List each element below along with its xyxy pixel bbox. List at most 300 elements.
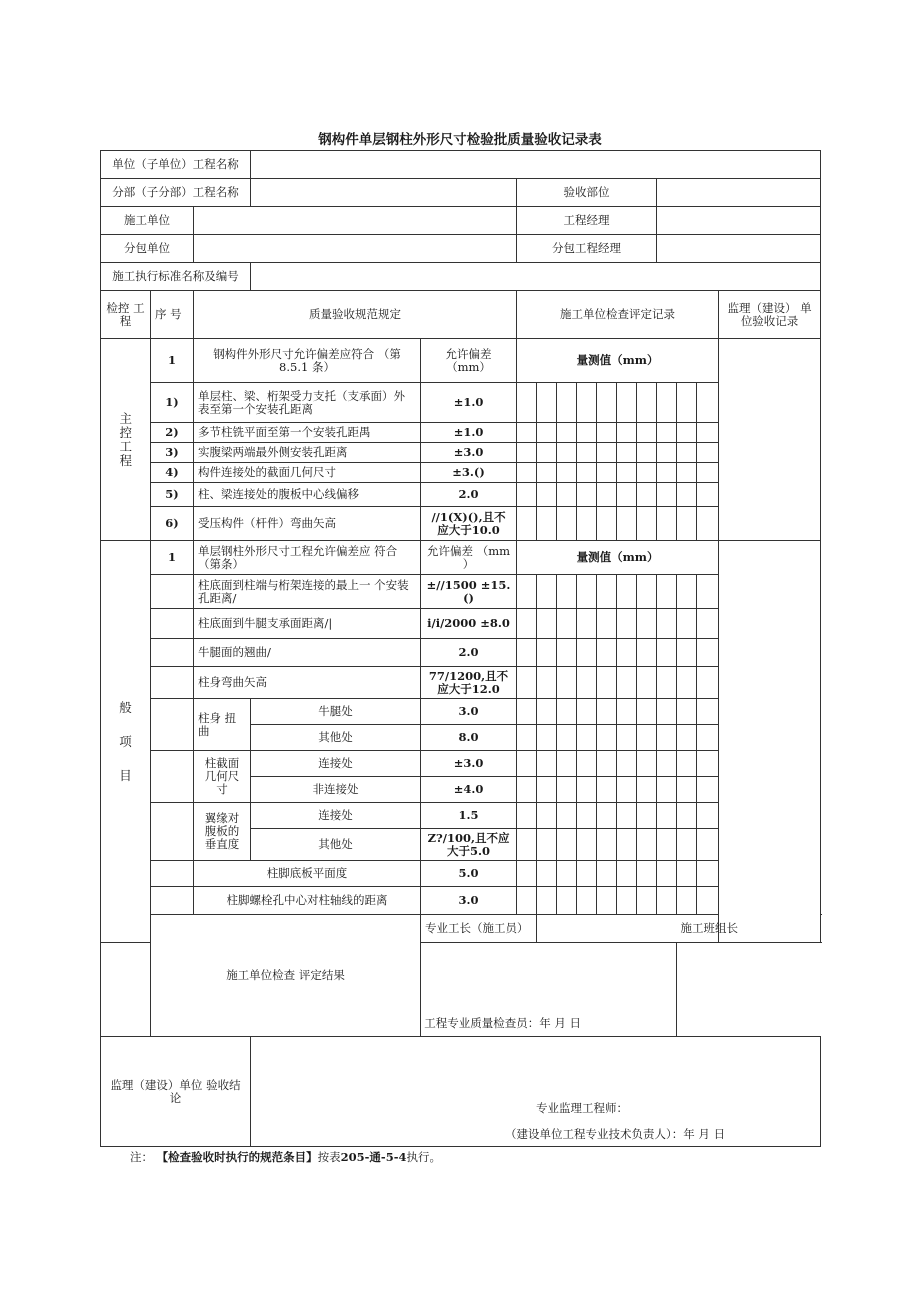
measure-cell[interactable] xyxy=(577,667,597,699)
row-text: 柱脚底板平面度 xyxy=(194,861,421,887)
measure-cell[interactable] xyxy=(637,483,657,507)
row-tol: i/i/2000 ±8.0 xyxy=(421,609,517,639)
note-bracket: 【检查验收时执行的规范条目】 xyxy=(156,1150,318,1164)
col-spec: 质量验收规范规定 xyxy=(194,291,517,339)
measure-cell[interactable] xyxy=(517,483,537,507)
table-row xyxy=(101,887,821,915)
row-no-empty xyxy=(151,667,194,699)
construction-unit-label: 施工单位 xyxy=(101,207,194,235)
general-item1-row xyxy=(101,541,821,575)
measure-cell[interactable] xyxy=(637,777,657,803)
measure-cell[interactable] xyxy=(537,887,557,915)
measure-cell[interactable] xyxy=(637,507,657,541)
measure-cell[interactable] xyxy=(557,667,577,699)
general-section-label xyxy=(101,541,151,943)
row-tol: ±3.0 xyxy=(421,443,517,463)
header-row-subproject xyxy=(101,179,821,207)
measure-cell[interactable] xyxy=(617,383,637,423)
row-no-empty xyxy=(151,887,194,915)
measure-cell[interactable] xyxy=(617,777,637,803)
measure-cell[interactable] xyxy=(597,463,617,483)
measure-cell[interactable] xyxy=(677,639,697,667)
table-row xyxy=(101,861,821,887)
measure-cell[interactable] xyxy=(597,777,617,803)
measure-cell[interactable] xyxy=(697,699,719,725)
general-supervision-cell[interactable] xyxy=(719,541,821,943)
col-supervision: 监理（建设） 单位验收记录 xyxy=(719,291,821,339)
engineer-label: 专业监理工程师： xyxy=(251,1095,821,1123)
measure-cell[interactable] xyxy=(517,699,537,725)
row-no: 4) xyxy=(151,463,194,483)
measure-cell[interactable] xyxy=(597,699,617,725)
measure-cell[interactable] xyxy=(517,887,537,915)
measure-cell[interactable] xyxy=(657,861,677,887)
measure-cell[interactable] xyxy=(617,423,637,443)
check-result-label: 施工单位检查 评定结果 xyxy=(151,915,421,1037)
measure-cell[interactable] xyxy=(597,861,617,887)
row-no-empty xyxy=(151,575,194,609)
sub-project-label: 分部（子分部）工程名称 xyxy=(101,179,251,207)
measure-cell[interactable] xyxy=(537,861,557,887)
note-prefix: 注： xyxy=(130,1150,153,1164)
row-no: 1) xyxy=(151,383,194,423)
table-row xyxy=(101,699,821,725)
measure-cell[interactable] xyxy=(617,861,637,887)
measure-cell[interactable] xyxy=(617,443,637,463)
measure-cell[interactable] xyxy=(697,507,719,541)
measure-cell[interactable] xyxy=(537,423,557,443)
measure-cell[interactable] xyxy=(657,829,677,861)
measure-cell[interactable] xyxy=(557,609,577,639)
measure-cell[interactable] xyxy=(637,423,657,443)
inspector-label: 工程专业质量检查员：年 月 日 xyxy=(101,1011,677,1037)
measure-cell[interactable] xyxy=(517,667,537,699)
sub-manager-label: 分包工程经理 xyxy=(517,235,657,263)
table-row xyxy=(101,803,821,829)
measure-cell[interactable] xyxy=(657,639,677,667)
row-text: 连接处 xyxy=(251,751,421,777)
measure-cell[interactable] xyxy=(617,803,637,829)
row-no-empty xyxy=(151,803,194,861)
measure-cell[interactable] xyxy=(597,443,617,463)
measure-cell[interactable] xyxy=(597,423,617,443)
measure-cell[interactable] xyxy=(637,887,657,915)
project-manager-label: 工程经理 xyxy=(517,207,657,235)
row-no: 6) xyxy=(151,507,194,541)
measure-cell[interactable] xyxy=(577,829,597,861)
measure-cell[interactable] xyxy=(617,667,637,699)
measure-cell[interactable] xyxy=(597,887,617,915)
measure-cell[interactable] xyxy=(677,507,697,541)
row-no-empty xyxy=(151,861,194,887)
measure-cell[interactable] xyxy=(557,463,577,483)
measure-cell[interactable] xyxy=(697,639,719,667)
measure-cell[interactable] xyxy=(637,751,657,777)
measure-cell[interactable] xyxy=(557,507,577,541)
twist-label: 柱身 扭曲 xyxy=(194,699,251,751)
row-text: 实腹梁两端最外侧安装孔距离 xyxy=(194,443,421,463)
measure-cell[interactable] xyxy=(577,861,597,887)
measure-cell[interactable] xyxy=(597,639,617,667)
measure-cell[interactable] xyxy=(557,751,577,777)
measure-cell[interactable] xyxy=(637,725,657,751)
measure-cell[interactable] xyxy=(677,575,697,609)
measure-cell[interactable] xyxy=(657,423,677,443)
measure-cell[interactable] xyxy=(577,751,597,777)
measure-cell[interactable] xyxy=(597,725,617,751)
measure-cell[interactable] xyxy=(617,507,637,541)
measure-cell[interactable] xyxy=(517,443,537,463)
measure-cell[interactable] xyxy=(577,575,597,609)
acceptance-part-value[interactable] xyxy=(657,179,821,207)
row-no-empty xyxy=(151,609,194,639)
measure-cell[interactable] xyxy=(517,507,537,541)
measure-cell[interactable] xyxy=(637,639,657,667)
row-tol: ±1.0 xyxy=(421,383,517,423)
construction-unit-value[interactable] xyxy=(194,207,517,235)
row-tol: ±//1500 ±15.() xyxy=(421,575,517,609)
measure-cell[interactable] xyxy=(657,383,677,423)
measure-cell[interactable] xyxy=(517,423,537,443)
measure-cell[interactable] xyxy=(637,829,657,861)
supervision-label: 监理（建设）单位 验收结论 xyxy=(101,1037,251,1147)
measure-cell[interactable] xyxy=(597,575,617,609)
measure-cell[interactable] xyxy=(517,829,537,861)
measure-cell[interactable] xyxy=(557,423,577,443)
measure-cell[interactable] xyxy=(657,699,677,725)
row-tol: 2.0 xyxy=(421,483,517,507)
measure-cell[interactable] xyxy=(577,803,597,829)
measure-cell[interactable] xyxy=(537,483,557,507)
check-result-area xyxy=(101,943,821,1011)
row-tol: 77/1200,且不 应大于12.0 xyxy=(421,667,517,699)
col-seq: 序 号 xyxy=(151,291,194,339)
measure-cell[interactable] xyxy=(697,829,719,861)
measure-cell[interactable] xyxy=(537,507,557,541)
measure-cell[interactable] xyxy=(597,507,617,541)
row-text: 牛腿面的翘曲/ xyxy=(194,639,421,667)
measure-cell[interactable] xyxy=(697,777,719,803)
measure-cell[interactable] xyxy=(597,667,617,699)
general-item1-no: 1 xyxy=(151,541,194,575)
measure-cell[interactable] xyxy=(677,383,697,423)
measure-cell[interactable] xyxy=(557,483,577,507)
measure-cell[interactable] xyxy=(677,887,697,915)
measure-cell[interactable] xyxy=(617,887,637,915)
measure-cell[interactable] xyxy=(637,861,657,887)
subcontractor-value[interactable] xyxy=(194,235,517,263)
main-measure-header: 量测值（mm） xyxy=(517,339,719,383)
column-header-row xyxy=(101,291,821,339)
measure-cell[interactable] xyxy=(677,829,697,861)
row-tol: 5.0 xyxy=(421,861,517,887)
measure-cell[interactable] xyxy=(657,725,677,751)
measure-cell[interactable] xyxy=(597,483,617,507)
note-code: 205-通-5-4 xyxy=(340,1150,407,1164)
col-check: 施工单位检查评定记录 xyxy=(517,291,719,339)
general-measure-header: 量测值（mm） xyxy=(517,541,719,575)
measure-cell[interactable] xyxy=(677,423,697,443)
measure-cell[interactable] xyxy=(517,725,537,751)
row-no-empty xyxy=(151,751,194,803)
measure-cell[interactable] xyxy=(577,639,597,667)
measure-cell[interactable] xyxy=(697,887,719,915)
foreman-value[interactable] xyxy=(537,915,677,943)
row-no: 5) xyxy=(151,483,194,507)
measure-cell[interactable] xyxy=(577,443,597,463)
measure-cell[interactable] xyxy=(637,803,657,829)
table-row xyxy=(101,507,821,541)
measure-cell[interactable] xyxy=(657,777,677,803)
measure-cell[interactable] xyxy=(617,829,637,861)
measure-cell[interactable] xyxy=(577,507,597,541)
sub-project-value[interactable] xyxy=(251,179,517,207)
row-text: 构件连接处的截面几何尺寸 xyxy=(194,463,421,483)
row-tol: Z?/100,且不应 大于5.0 xyxy=(421,829,517,861)
foreman-row xyxy=(101,915,821,943)
table-row xyxy=(101,443,821,463)
measure-cell[interactable] xyxy=(637,575,657,609)
table-row xyxy=(101,463,821,483)
measure-cell[interactable] xyxy=(697,803,719,829)
measure-cell[interactable] xyxy=(557,803,577,829)
measure-cell[interactable] xyxy=(697,725,719,751)
supervision-value[interactable] xyxy=(251,1037,821,1095)
measure-cell[interactable] xyxy=(557,725,577,751)
page-title: 钢构件单层钢柱外形尺寸检验批质量验收记录表 xyxy=(318,132,602,148)
row-text: 柱身弯曲矢高 xyxy=(194,667,421,699)
measure-cell[interactable] xyxy=(697,575,719,609)
measure-cell[interactable] xyxy=(537,639,557,667)
measure-cell[interactable] xyxy=(657,483,677,507)
measure-cell[interactable] xyxy=(557,887,577,915)
row-no: 3) xyxy=(151,443,194,463)
measure-cell[interactable] xyxy=(537,803,557,829)
measure-cell[interactable] xyxy=(677,609,697,639)
measure-cell[interactable] xyxy=(517,383,537,423)
row-text: 单层柱、梁、桁架受力支托（支承面）外表至第一个安装孔距离 xyxy=(194,383,421,423)
table-row xyxy=(101,751,821,777)
measure-cell[interactable] xyxy=(577,699,597,725)
measure-cell[interactable] xyxy=(517,861,537,887)
col-control: 检控 工程 xyxy=(101,291,151,339)
project-manager-value[interactable] xyxy=(657,207,821,235)
row-text: 柱底面到牛腿支承面距离/| xyxy=(194,609,421,639)
row-tol: ±1.0 xyxy=(421,423,517,443)
section-label: 柱截面 几何尺 寸 xyxy=(194,751,251,803)
table-row xyxy=(101,667,821,699)
row-tol: 8.0 xyxy=(421,725,517,751)
table-row xyxy=(101,609,821,639)
measure-cell[interactable] xyxy=(577,383,597,423)
measure-cell[interactable] xyxy=(577,777,597,803)
measure-cell[interactable] xyxy=(537,575,557,609)
measure-cell[interactable] xyxy=(697,861,719,887)
measure-cell[interactable] xyxy=(577,609,597,639)
measure-cell[interactable] xyxy=(697,463,719,483)
header-row-construction xyxy=(101,207,821,235)
measure-cell[interactable] xyxy=(617,725,637,751)
header-row-standard xyxy=(101,263,821,291)
row-text: 多节柱铣平面至第一个安装孔距禺 xyxy=(194,423,421,443)
sub-manager-value[interactable] xyxy=(657,235,821,263)
measure-cell[interactable] xyxy=(677,803,697,829)
measure-cell[interactable] xyxy=(677,751,697,777)
supervision-area xyxy=(101,1037,821,1095)
measure-cell[interactable] xyxy=(697,443,719,463)
measure-cell[interactable] xyxy=(677,777,697,803)
measure-cell[interactable] xyxy=(517,803,537,829)
table-row xyxy=(101,639,821,667)
measure-cell[interactable] xyxy=(657,667,677,699)
standard-value[interactable] xyxy=(251,263,821,291)
check-result-value[interactable] xyxy=(101,943,677,1011)
measure-cell[interactable] xyxy=(677,725,697,751)
project-name-value[interactable] xyxy=(251,151,821,179)
measure-cell[interactable] xyxy=(677,667,697,699)
measure-cell[interactable] xyxy=(637,383,657,423)
table-row xyxy=(101,483,821,507)
row-no-empty xyxy=(151,639,194,667)
team-leader-label: 施工班组长 xyxy=(677,915,719,943)
measure-cell[interactable] xyxy=(597,751,617,777)
measure-cell[interactable] xyxy=(677,699,697,725)
measure-cell[interactable] xyxy=(657,751,677,777)
measure-cell[interactable] xyxy=(537,777,557,803)
main-supervision-cell[interactable] xyxy=(719,339,821,541)
row-tol: ±3.0 xyxy=(421,751,517,777)
measure-cell[interactable] xyxy=(537,383,557,423)
subcontractor-label: 分包单位 xyxy=(101,235,194,263)
main-section-text: 主控工程 xyxy=(119,410,133,468)
measure-cell[interactable] xyxy=(657,443,677,463)
general-item1-text: 单层钢柱外形尺寸工程允许偏差应 符合（第条） xyxy=(194,541,421,575)
measure-cell[interactable] xyxy=(657,609,677,639)
measure-cell[interactable] xyxy=(617,463,637,483)
measure-cell[interactable] xyxy=(537,609,557,639)
owner-label: （建设单位工程专业技术负责人）：年 月 日 xyxy=(251,1123,821,1147)
measure-cell[interactable] xyxy=(617,751,637,777)
measure-cell[interactable] xyxy=(537,829,557,861)
general-section-text: 般项目 xyxy=(119,699,132,783)
row-tol: 1.5 xyxy=(421,803,517,829)
table-row xyxy=(101,383,821,423)
measure-cell[interactable] xyxy=(697,667,719,699)
project-name-label: 单位（子单位）工程名称 xyxy=(101,151,251,179)
table-row xyxy=(101,423,821,443)
measure-cell[interactable] xyxy=(577,483,597,507)
measure-cell[interactable] xyxy=(517,463,537,483)
measure-cell[interactable] xyxy=(637,609,657,639)
general-tol-header: 允许偏差 （mm ） xyxy=(421,541,517,575)
measure-cell[interactable] xyxy=(677,463,697,483)
measure-cell[interactable] xyxy=(637,667,657,699)
measure-cell[interactable] xyxy=(517,777,537,803)
measure-cell[interactable] xyxy=(597,803,617,829)
measure-cell[interactable] xyxy=(697,751,719,777)
measure-cell[interactable] xyxy=(557,383,577,423)
main-section-label xyxy=(101,339,151,541)
measure-cell[interactable] xyxy=(637,443,657,463)
measure-cell[interactable] xyxy=(577,887,597,915)
row-text: 柱底面到柱端与桁架连接的最上一 个安装孔距离/ xyxy=(194,575,421,609)
measure-cell[interactable] xyxy=(697,423,719,443)
measure-cell[interactable] xyxy=(617,699,637,725)
header-row-project xyxy=(101,151,821,179)
measure-cell[interactable] xyxy=(517,639,537,667)
measure-cell[interactable] xyxy=(677,483,697,507)
measure-cell[interactable] xyxy=(577,463,597,483)
row-text: 柱脚螺栓孔中心对柱轴线的距离 xyxy=(194,887,421,915)
measure-cell[interactable] xyxy=(617,639,637,667)
measure-cell[interactable] xyxy=(537,725,557,751)
measure-cell[interactable] xyxy=(617,483,637,507)
measure-cell[interactable] xyxy=(557,777,577,803)
measure-cell[interactable] xyxy=(657,803,677,829)
main-item1-no: 1 xyxy=(151,339,194,383)
row-text: 柱、梁连接处的腹板中心线偏移 xyxy=(194,483,421,507)
measure-cell[interactable] xyxy=(517,609,537,639)
measure-cell[interactable] xyxy=(597,609,617,639)
measure-cell[interactable] xyxy=(637,699,657,725)
measure-cell[interactable] xyxy=(557,639,577,667)
row-tol: 2.0 xyxy=(421,639,517,667)
measure-cell[interactable] xyxy=(537,751,557,777)
measure-cell[interactable] xyxy=(657,463,677,483)
row-text: 其他处 xyxy=(251,829,421,861)
measure-cell[interactable] xyxy=(557,829,577,861)
measure-cell[interactable] xyxy=(617,609,637,639)
row-text: 非连接处 xyxy=(251,777,421,803)
measure-cell[interactable] xyxy=(637,463,657,483)
measure-cell[interactable] xyxy=(657,575,677,609)
row-tol: ±4.0 xyxy=(421,777,517,803)
measure-cell[interactable] xyxy=(697,483,719,507)
acceptance-part-label: 验收部位 xyxy=(517,179,657,207)
measure-cell[interactable] xyxy=(617,575,637,609)
inspector-row xyxy=(101,1011,821,1037)
header-row-subcontractor xyxy=(101,235,821,263)
measure-cell[interactable] xyxy=(697,383,719,423)
measure-cell[interactable] xyxy=(597,383,617,423)
main-item1-text: 钢构件外形尺寸允许偏差应符合 （第 8.5.1 条） xyxy=(194,339,421,383)
measure-cell[interactable] xyxy=(677,443,697,463)
measure-cell[interactable] xyxy=(697,609,719,639)
row-text: 受压构件（杆件）弯曲矢高 xyxy=(194,507,421,541)
measure-cell[interactable] xyxy=(657,887,677,915)
measure-cell[interactable] xyxy=(537,667,557,699)
measure-cell[interactable] xyxy=(557,443,577,463)
measure-cell[interactable] xyxy=(577,423,597,443)
measure-cell[interactable] xyxy=(537,699,557,725)
measure-cell[interactable] xyxy=(677,861,697,887)
row-no: 2) xyxy=(151,423,194,443)
measure-cell[interactable] xyxy=(557,699,577,725)
measure-cell[interactable] xyxy=(537,443,557,463)
measure-cell[interactable] xyxy=(537,463,557,483)
measure-cell[interactable] xyxy=(657,507,677,541)
row-no-empty xyxy=(151,699,194,751)
measure-cell[interactable] xyxy=(557,861,577,887)
row-tol: //1(X)(),且不 应大于10.0 xyxy=(421,507,517,541)
measure-cell[interactable] xyxy=(577,725,597,751)
note-middle: 按表 xyxy=(317,1150,341,1164)
measure-cell[interactable] xyxy=(557,575,577,609)
measure-cell[interactable] xyxy=(517,575,537,609)
measure-cell[interactable] xyxy=(517,751,537,777)
row-tol: 3.0 xyxy=(421,699,517,725)
measure-cell[interactable] xyxy=(597,829,617,861)
